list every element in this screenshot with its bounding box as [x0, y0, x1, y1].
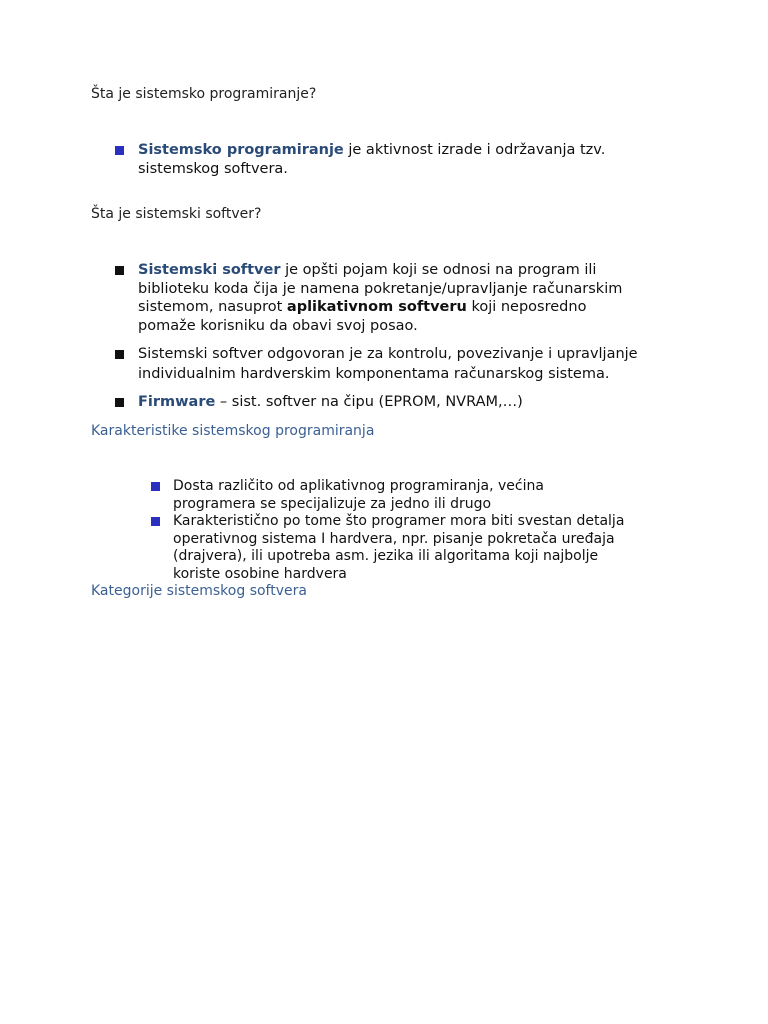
list-item: Sistemsko programiranje je aktivnost izrade i održavanja tzv. sistemskog softvera. [138, 141, 605, 178]
square-bullet-icon [115, 146, 124, 155]
term-sistemsko-programiranje: Sistemsko programiranje [138, 142, 344, 158]
square-bullet-icon [115, 398, 124, 407]
list-item: Sistemski softver je opšti pojam koji se odnosi na program ili biblioteku koda čija je namena pokretanje/upravljanje računarskim sistemom, nasuprot aplikativnom softveru koji neposredno pomaže korisniku da obavi svoj posao. [138, 261, 622, 335]
question-2: Šta je sistemski softver? [91, 206, 262, 222]
section-heading-kategorije: Kategorije sistemskog softvera [91, 583, 307, 599]
list-item: Sistemski softver odgovoran je za kontrolu, povezivanje i upravljanje individualnim hardverskim komponentama računarskog sistema. [138, 345, 638, 383]
term-sistemski-softver: Sistemski softver [138, 262, 281, 278]
list-item: Firmware – sist. softver na čipu (EPROM, NVRAM,…) [138, 393, 523, 412]
list-item: Dosta različito od aplikativnog programiranja, većina programera se specijalizuje za jedno ili drugo [173, 478, 544, 513]
square-bullet-icon [115, 266, 124, 275]
list-item: Karakteristično po tome što programer mora biti svestan detalja operativnog sistema I hardvera, npr. pisanje pokretača uređaja (drajvera), ili upotreba asm. jezika ili algoritama koji najbolje koriste osobine hardvera [173, 513, 624, 583]
term-firmware: Firmware [138, 394, 216, 410]
square-bullet-icon [151, 482, 160, 491]
term-aplikativnom-softveru: aplikativnom softveru [286, 299, 467, 315]
question-1: Šta je sistemsko programiranje? [91, 86, 317, 102]
section-heading-karakteristike: Karakteristike sistemskog programiranja [91, 423, 375, 439]
square-bullet-icon [115, 350, 124, 359]
square-bullet-icon [151, 517, 160, 526]
